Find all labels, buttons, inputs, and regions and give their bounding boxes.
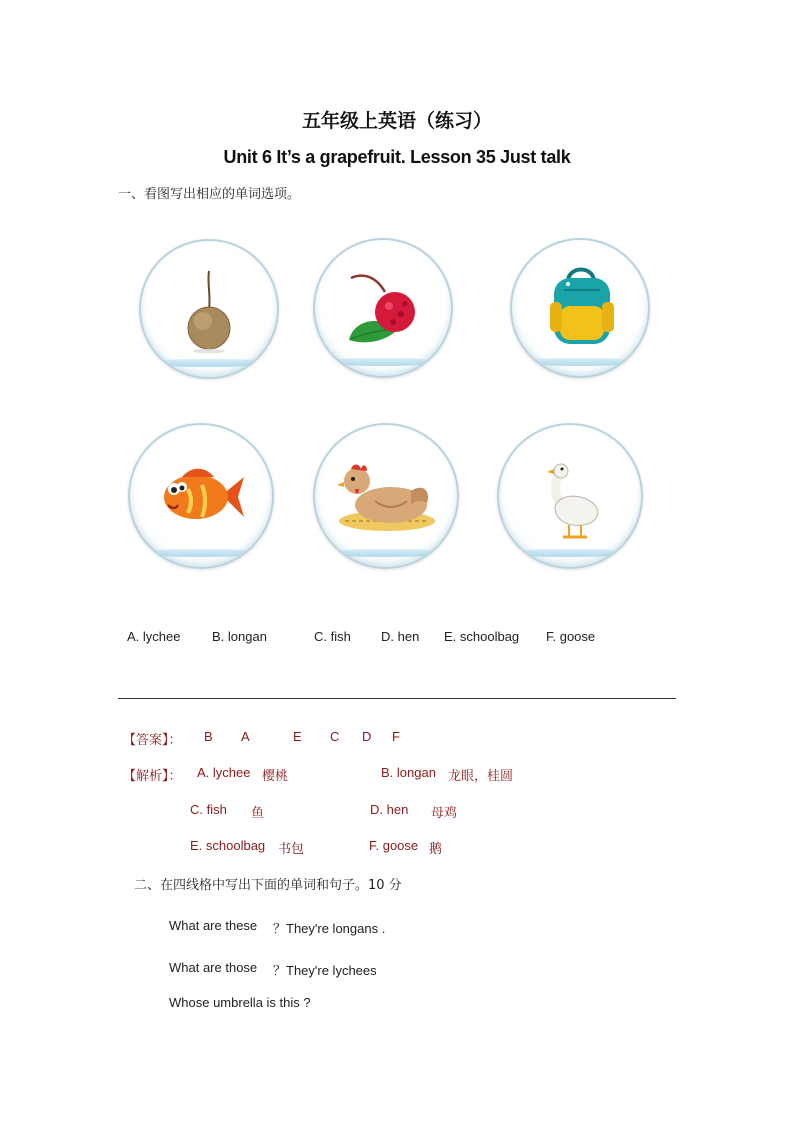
analysis-term: E. schoolbag xyxy=(190,838,266,853)
section1-instruction: 一、看图写出相应的单词选项。 xyxy=(118,187,301,202)
analysis-meaning: 鱼 xyxy=(251,805,265,820)
picture-bubble-fish xyxy=(128,423,274,569)
option-f: F. goose xyxy=(546,629,596,644)
picture-bubble-longan xyxy=(139,239,279,379)
analysis-term: F. goose xyxy=(369,838,419,853)
picture-bubble-lychee xyxy=(313,238,453,378)
option-e: E. schoolbag xyxy=(444,629,520,644)
option-a: A. lychee xyxy=(127,629,181,644)
sentence-part: ？They're lychees xyxy=(273,963,377,978)
section2-instruction: 二、在四线格中写出下面的单词和句子。10 分 xyxy=(134,878,402,893)
sentence-part: What are these xyxy=(169,918,258,933)
analysis-meaning: 书包 xyxy=(278,841,305,856)
analysis-label: 【解析】： xyxy=(123,768,182,783)
hen-icon xyxy=(315,425,457,567)
option-c: C. fish xyxy=(314,629,351,644)
sentence-part: ？They're longans . xyxy=(273,921,386,936)
divider-line xyxy=(118,698,676,699)
answer-value: B xyxy=(204,729,213,744)
option-d: D. hen xyxy=(381,629,420,644)
sentence-part: Whose umbrella is this ? xyxy=(169,995,311,1010)
analysis-meaning: 龙眼，桂圆 xyxy=(448,768,514,783)
answer-value: E xyxy=(293,729,302,744)
analysis-term: A. lychee xyxy=(197,765,251,780)
analysis-meaning: 鹅 xyxy=(429,841,443,856)
schoolbag-icon xyxy=(512,240,648,376)
analysis-term: D. hen xyxy=(370,802,409,817)
analysis-meaning: 母鸡 xyxy=(431,805,458,820)
sentence-part: What are those xyxy=(169,960,258,975)
longan-icon xyxy=(141,241,277,377)
analysis-term: B. longan xyxy=(381,765,436,780)
page-title: 五年级上英语（练习） xyxy=(301,110,492,132)
picture-bubble-hen xyxy=(313,423,459,569)
fish-icon xyxy=(130,425,272,567)
answer-value: D xyxy=(362,729,372,744)
answer-label: 【答案】： xyxy=(123,732,182,747)
lychee-icon xyxy=(315,240,451,376)
goose-icon xyxy=(499,425,641,567)
answer-value: F xyxy=(392,729,400,744)
option-b: B. longan xyxy=(212,629,267,644)
picture-bubble-schoolbag xyxy=(510,238,650,378)
answer-value: C xyxy=(330,729,340,744)
analysis-meaning: 樱桃 xyxy=(262,768,289,783)
page-subtitle: Unit 6 It’s a grapefruit. Lesson 35 Just talk xyxy=(223,147,571,167)
analysis-term: C. fish xyxy=(190,802,227,817)
picture-bubble-goose xyxy=(497,423,643,569)
answer-value: A xyxy=(241,729,250,744)
